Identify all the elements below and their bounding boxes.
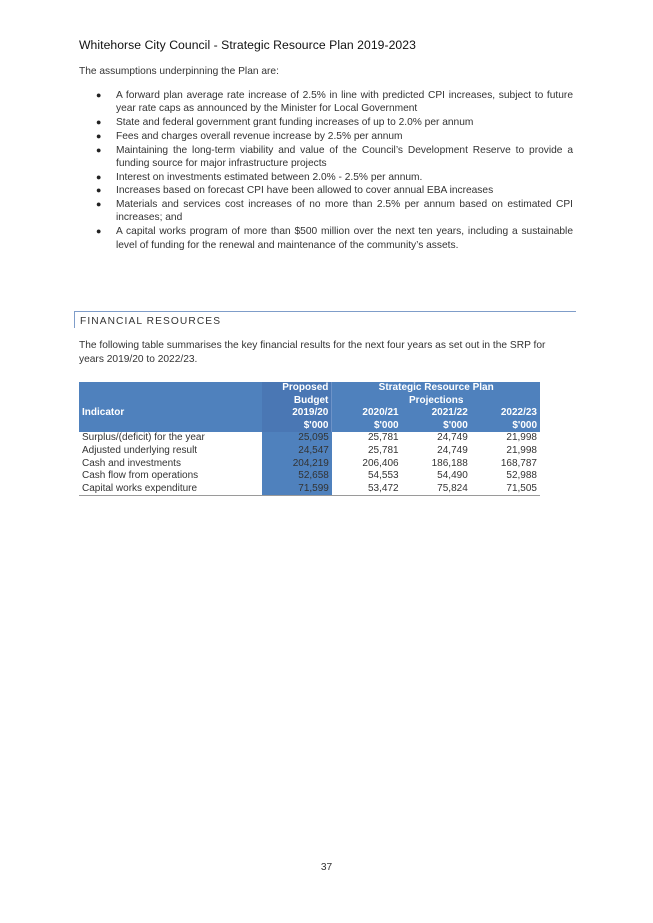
table-cell: 25,781 [367,432,399,444]
assumptions-list [79,89,573,252]
bullet-icon: ● [96,130,102,141]
list-item [79,116,573,129]
table-header-year: 2019/20 [262,407,332,420]
table-header-cell [79,395,262,408]
table-cell-indicator: Cash flow from operations [82,470,199,482]
table-row [79,483,540,496]
bullet-icon: ● [96,185,102,196]
bullet-icon: ● [96,171,102,182]
bullet-icon: ● [96,144,102,155]
table-header-row [79,395,540,408]
bullet-icon: ● [96,90,102,100]
table-header-year: 2020/21 [332,407,402,420]
table-header-row [79,420,540,433]
table-cell-budget: 25,095 [262,432,332,445]
table-row [79,470,540,483]
table-cell: 71,505 [471,483,540,496]
list-item-text: Materials and services cost increases of no more than 2.5% per annum based on estimated CPI increases; and [116,199,573,224]
table-cell-indicator: Adjusted underlying result [82,444,198,456]
section-divider [74,311,576,312]
table-cell-budget: 24,547 [262,445,332,458]
list-item-text: Interest on investments estimated between 2.0% - 2.5% per annum. [116,171,423,183]
table-row [79,458,540,471]
bullet-icon: ● [96,226,102,237]
section-heading: FINANCIAL RESOURCES [80,316,222,327]
table-header-unit: $'000 [332,420,402,433]
table-cell: 52,988 [506,470,537,482]
table-cell: 206,406 [362,457,399,469]
table-header-cell [79,382,262,395]
table-cell-budget: 52,658 [262,470,332,483]
table-header-subgroup: Projections [332,395,540,408]
bullet-icon: ● [96,117,102,128]
table-cell: 24,749 [437,432,468,444]
table-cell: 186,188 [431,457,468,469]
table-header-group: Strategic Resource Plan [332,382,540,395]
financial-results-table [79,382,540,496]
table-cell: 24,749 [437,444,468,456]
table-header-year: 2021/22 [402,407,471,420]
list-item-text: Increases based on forecast CPI have been allowed to cover annual EBA increases [116,185,494,197]
list-item [79,171,573,184]
list-item-text: A forward plan average rate increase of 2.5% in line with predicted CPI increases, subject to future year rate caps as announced by the Minister for Local Government [116,90,573,115]
table-row [79,432,540,445]
table-header-unit: $'000 [471,420,540,433]
table-header-proposed: Proposed [262,382,332,395]
list-item [79,130,573,143]
page-title: Whitehorse City Council - Strategic Resource Plan 2019-2023 [79,38,416,52]
table-header-row [79,382,540,395]
list-item [79,89,573,116]
bullet-icon: ● [96,199,102,210]
table-cell-budget: 204,219 [262,458,332,471]
list-item [79,144,573,171]
table-cell-indicator: Cash and investments [82,457,181,469]
table-header-indicator: Indicator [79,407,262,420]
table-cell: 21,998 [506,432,537,444]
intro-text: The assumptions underpinning the Plan are: [79,66,279,77]
list-item-text: Maintaining the long-term viability and value of the Council’s Development Reserve to provide a funding source for major infrastructure projects [116,144,573,169]
list-item [79,184,573,197]
table-header-year: 2022/23 [471,407,540,420]
section-summary: The following table summarises the key financial results for the next four years as set out in the SRP for years 2019/20 to 2022/23. [79,340,546,365]
table-header-row [79,407,540,420]
table-cell: 25,781 [367,444,399,456]
table-cell-indicator: Capital works expenditure [79,483,262,496]
table-cell: 54,553 [367,470,399,482]
table-cell: 53,472 [332,483,402,496]
table-cell: 168,787 [500,457,537,469]
table-header-cell [79,420,262,433]
table-header-unit: $'000 [402,420,471,433]
table-cell: 21,998 [506,444,537,456]
table-header-budget: Budget [262,395,332,408]
table-cell-indicator: Surplus/(deficit) for the year [82,432,205,444]
table-cell: 54,490 [437,470,468,482]
page-number: 37 [320,862,333,873]
table-cell-budget: 71,599 [262,483,332,496]
list-item [79,198,573,225]
list-item-text: Fees and charges overall revenue increase by 2.5% per annum [116,130,403,142]
section-marker [74,311,75,328]
list-item [79,225,573,252]
table-row [79,445,540,458]
table-header-unit: $'000 [262,420,332,433]
list-item-text: A capital works program of more than $500 million over the next ten years, including a sustainable level of funding for the renewal and maintenance of the community’s assets. [116,226,573,251]
list-item-text: State and federal government grant funding increases of up to 2.0% per annum [116,117,474,129]
table-cell: 75,824 [402,483,471,496]
